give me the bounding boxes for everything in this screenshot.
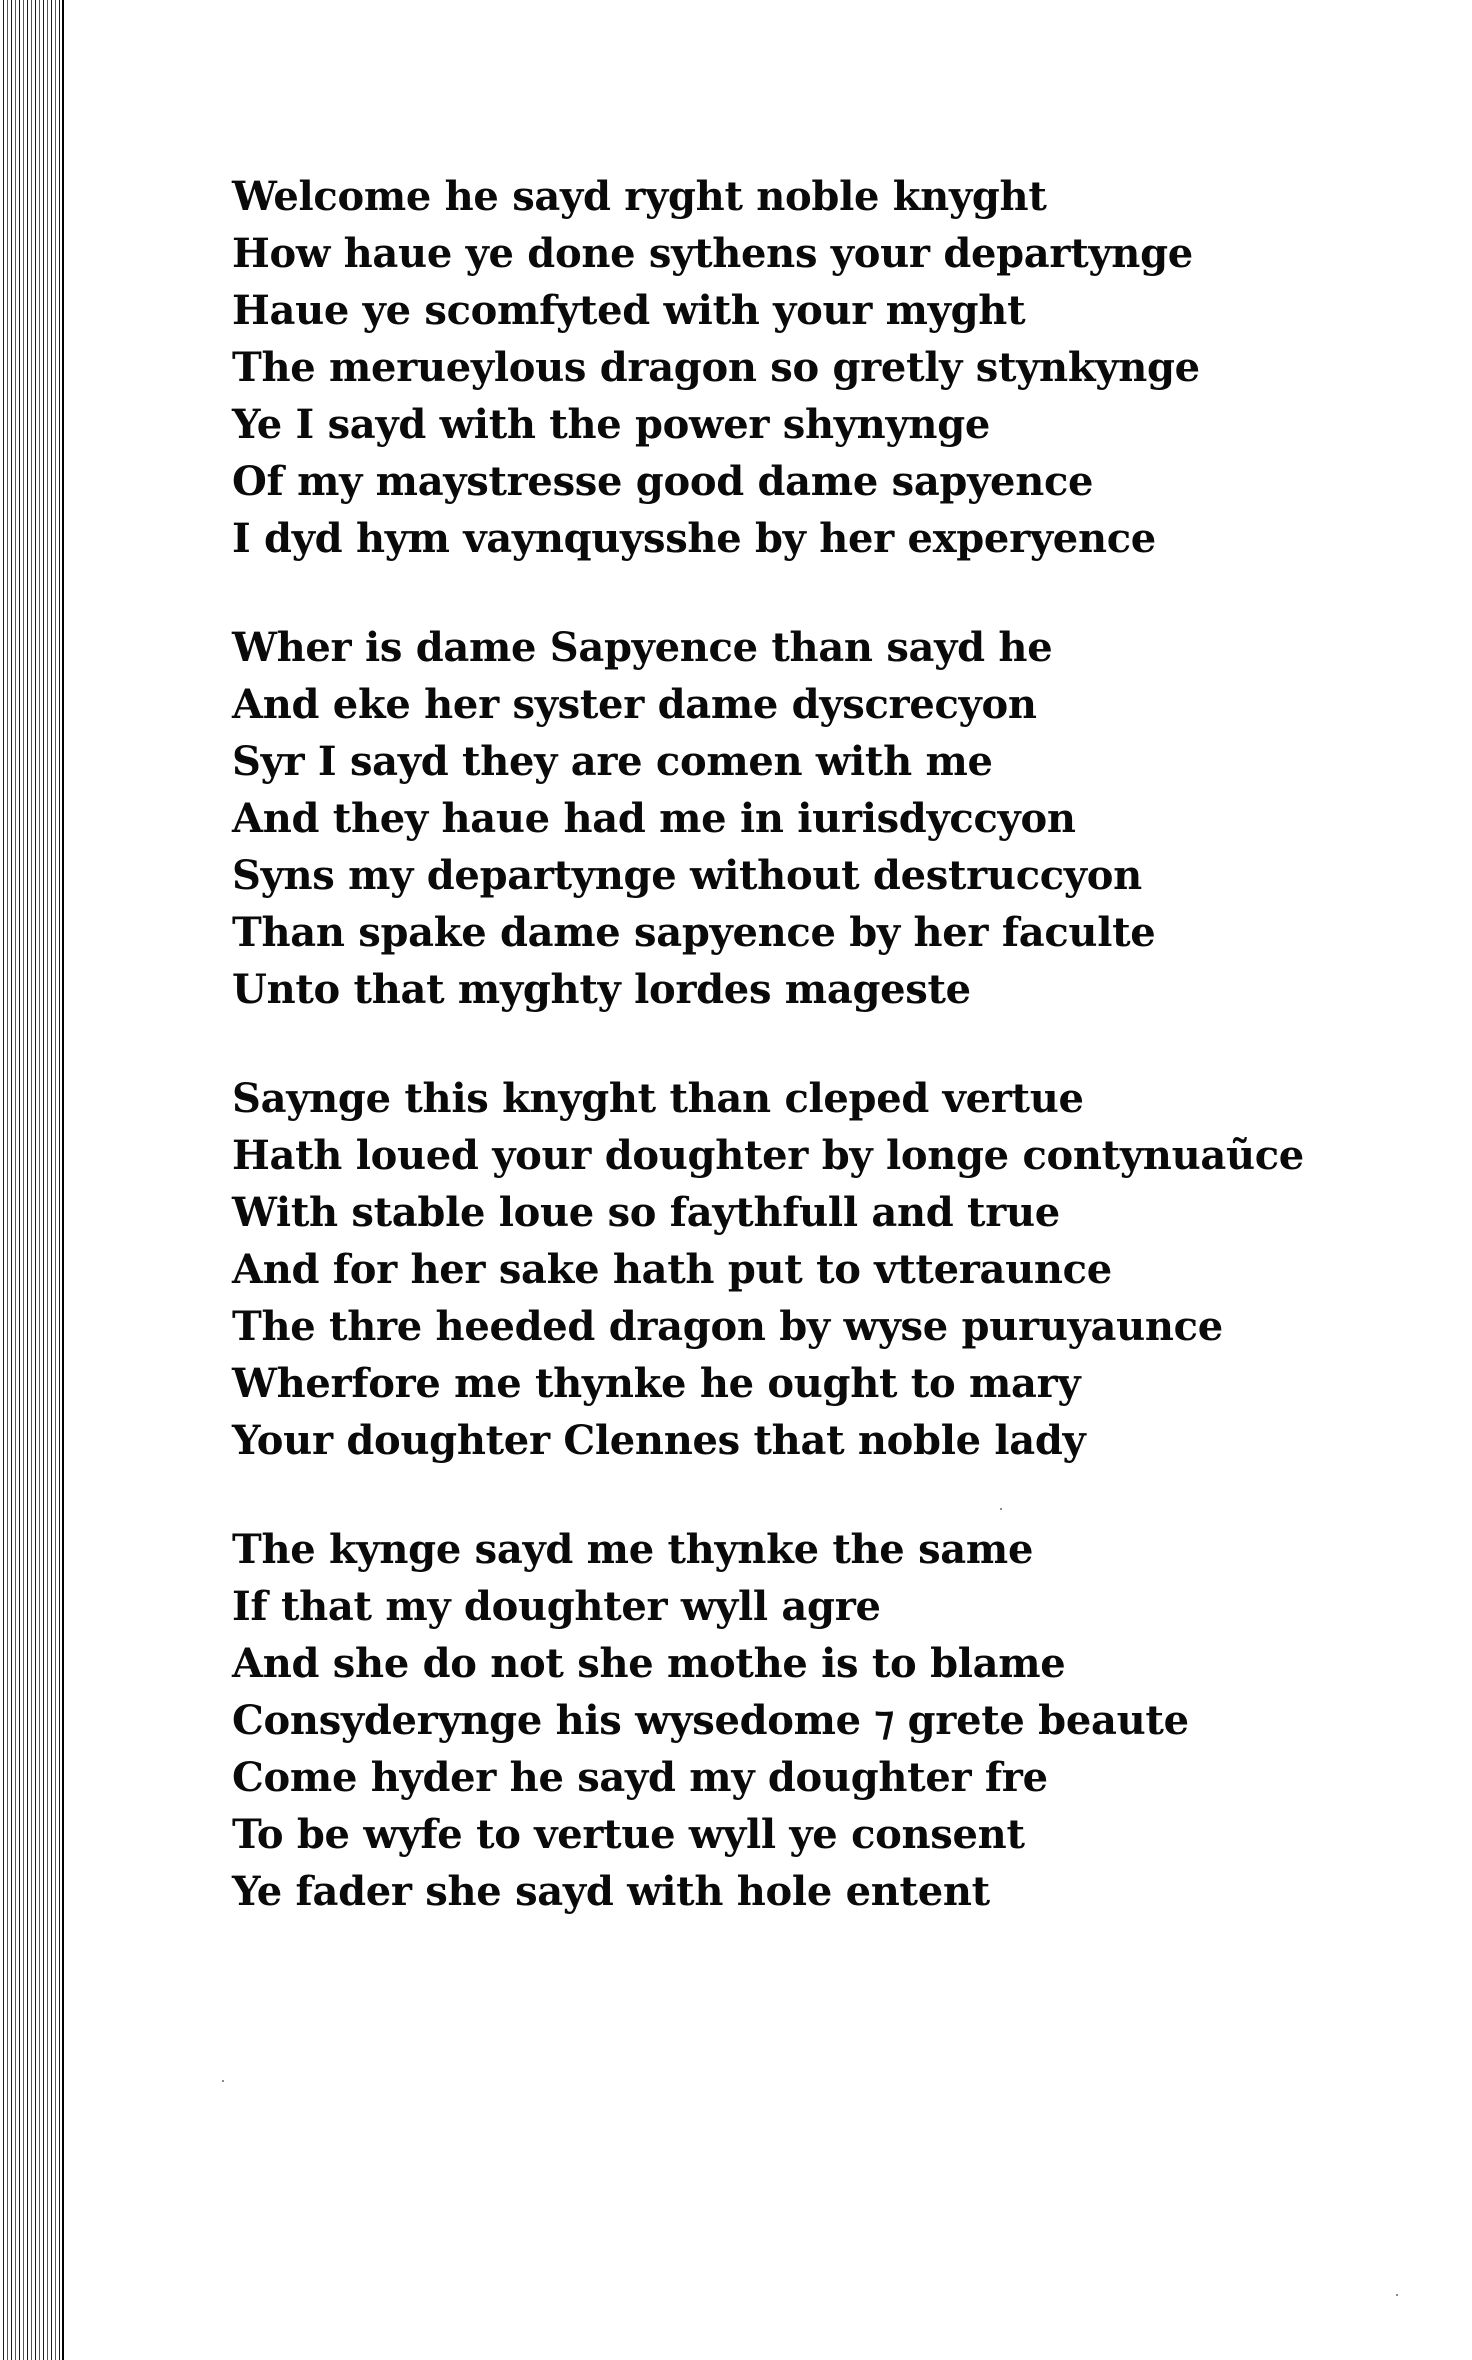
verse-line: Come hyder he sayd my doughter fre <box>232 1754 1048 1801</box>
verse-line: And they haue had me in iurisdyccyon <box>232 795 1076 842</box>
verse-line: Wherfore me thynke he ought to mary <box>232 1360 1081 1407</box>
stanza-2 <box>232 619 1382 1018</box>
verse-line: Than spake dame sapyence by her faculte <box>232 909 1156 956</box>
verse-line: And she do not she mothe is to blame <box>232 1640 1066 1687</box>
verse-line: The kynge sayd me thynke the same <box>232 1526 1034 1573</box>
paper-speck <box>1000 1508 1002 1510</box>
verse-line: Wher is dame Sapyence than sayd he <box>232 624 1053 671</box>
verse-line: Saynge this knyght than cleped vertue <box>232 1075 1084 1122</box>
verse-line: With stable loue so faythfull and true <box>232 1189 1060 1236</box>
verse-line: Syns my departynge without destruccyon <box>232 852 1142 899</box>
verse-line: The merueylous dragon so gretly stynkynge <box>232 344 1200 391</box>
verse-line: Haue ye scomfyted with your myght <box>232 287 1026 334</box>
verse-line: Ye I sayd with the power shynynge <box>232 401 991 448</box>
verse-line: And eke her syster dame dyscrecyon <box>232 681 1037 728</box>
verse-line: The thre heeded dragon by wyse puruyaunce <box>232 1303 1223 1350</box>
verse-line: Of my maystresse good dame sapyence <box>232 458 1094 505</box>
stanza-4 <box>232 1521 1382 1920</box>
poem-text <box>232 168 1382 1972</box>
verse-line: Your doughter Clennes that noble lady <box>232 1417 1086 1464</box>
verse-line: Syr I sayd they are comen with me <box>232 738 993 785</box>
paper-speck <box>222 2080 224 2082</box>
binding-edge <box>62 0 64 2360</box>
binding-gutter <box>0 0 62 2360</box>
verse-line: Welcome he sayd ryght noble knyght <box>232 173 1047 220</box>
stanza-3 <box>232 1070 1382 1469</box>
stanza-1 <box>232 168 1382 567</box>
verse-line: And for her sake hath put to vtteraunce <box>232 1246 1112 1293</box>
verse-line: If that my doughter wyll agre <box>232 1583 881 1630</box>
verse-line: How haue ye done sythens your departynge <box>232 230 1193 277</box>
verse-line: To be wyfe to vertue wyll ye consent <box>232 1811 1025 1858</box>
paper-speck <box>1396 2294 1398 2296</box>
verse-line: Unto that myghty lordes mageste <box>232 966 971 1013</box>
verse-line: Consyderynge his wysedome ⁊ grete beaute <box>232 1697 1189 1744</box>
verse-line: Hath loued your doughter by longe contynuaũce <box>232 1132 1304 1179</box>
verse-line: Ye fader she sayd with hole entent <box>232 1868 990 1915</box>
verse-line: I dyd hym vaynquysshe by her experyence <box>232 515 1156 562</box>
